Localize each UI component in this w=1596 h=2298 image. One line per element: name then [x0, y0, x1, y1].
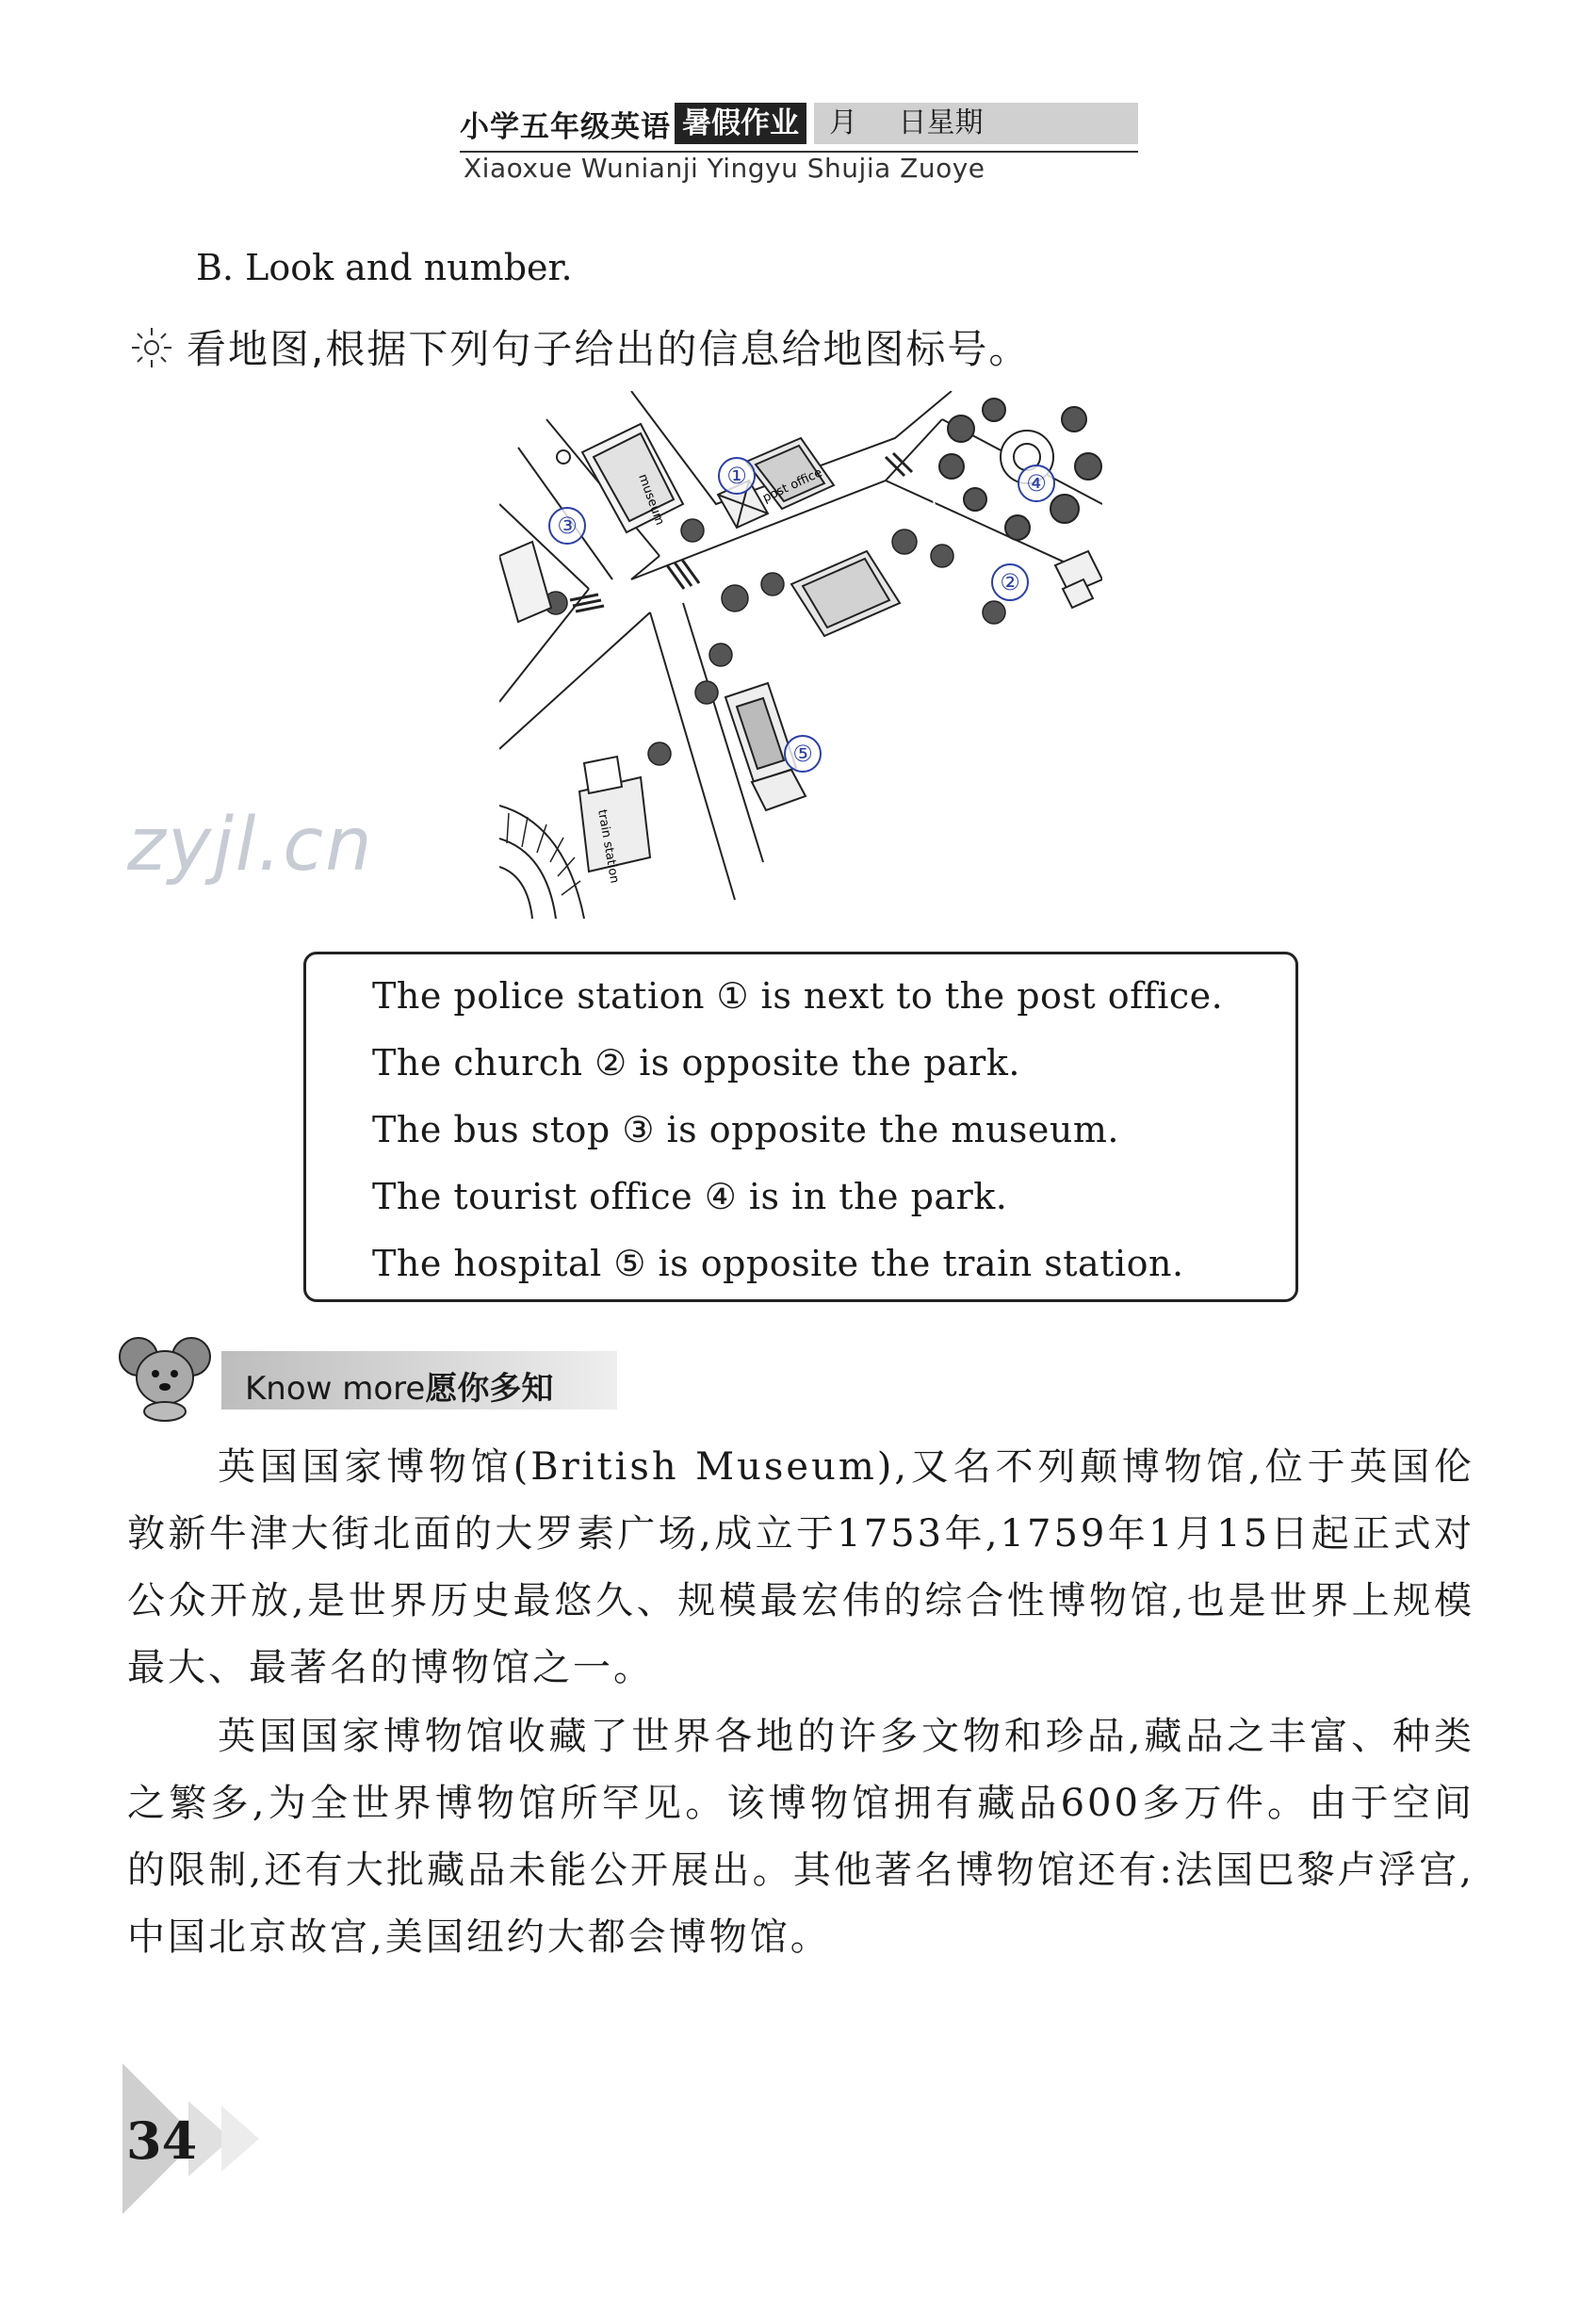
know-more-paragraph-1: 英国国家博物馆(British Museum),又名不列颠博物馆,位于英国伦敦新牛津大街北面的大罗素广场,成立于1753年,1759年1月15日起正式对公众开放,是世界历史最悠久、规模最宏伟的综合性博物馆,也是世界上规模最大、最著名的博物馆之一。	[127, 1445, 1474, 1689]
central-building	[791, 551, 900, 636]
sentence-2: The church ② is opposite the park.	[372, 1042, 1020, 1084]
know-more-label-en: Know more	[245, 1370, 426, 1408]
header-highlight: 暑假作业	[675, 103, 806, 144]
sentence-5: The hospital ⑤ is opposite the train station.	[372, 1243, 1184, 1284]
sun-icon	[130, 326, 173, 369]
know-more-label-zh: 愿你多知	[425, 1370, 554, 1408]
map-number-2[interactable]: ②	[991, 563, 1029, 601]
sentence-4: The tourist office ④ is in the park.	[372, 1176, 1008, 1217]
header-pinyin: Xiaoxue Wunianji Yingyu Shujia Zuoye	[464, 153, 985, 184]
page-number: 34	[126, 2111, 198, 2171]
building-2	[1055, 551, 1102, 608]
map-drawing	[499, 391, 1102, 919]
map-number-3[interactable]: ③	[548, 507, 586, 545]
page-header	[460, 102, 1138, 184]
sentence-box	[303, 952, 1298, 1302]
mouse-mascot-icon	[118, 1328, 221, 1423]
exercise-instruction: 看地图,根据下列句子给出的信息给地图标号。	[187, 326, 1031, 372]
railway-track	[499, 806, 584, 919]
map-label-train-station: train station	[594, 808, 622, 885]
town-map	[499, 391, 1102, 919]
header-title-row	[460, 102, 1138, 145]
sentence-3: The bus stop ③ is opposite the museum.	[372, 1109, 1119, 1150]
watermark: zyjl.cn	[127, 803, 374, 888]
map-label-museum: museum	[635, 472, 667, 528]
sentence-1: The police station ① is next to the post office.	[372, 975, 1224, 1017]
header-title: 小学五年级英语	[460, 109, 671, 144]
know-more-header	[118, 1328, 627, 1423]
map-label-post-office: post office	[760, 465, 825, 506]
header-date-fields: 月 日星期	[814, 103, 1138, 144]
map-number-5[interactable]: ⑤	[784, 735, 822, 773]
exercise-title: B. Look and number.	[196, 247, 573, 288]
know-more-label	[245, 1362, 553, 1409]
map-number-4[interactable]: ④	[1018, 464, 1055, 502]
map-number-1[interactable]: ①	[718, 457, 756, 495]
know-more-paragraph-2: 英国国家博物馆收藏了世界各地的许多文物和珍品,藏品之丰富、种类之繁多,为全世界博物馆所罕见。该博物馆拥有藏品600多万件。由于空间的限制,还有大批藏品未能公开展出。其他著名博物馆还有:法国巴黎卢浮宫,中国北京故宫,美国纽约大都会博物馆。	[127, 1715, 1474, 1959]
